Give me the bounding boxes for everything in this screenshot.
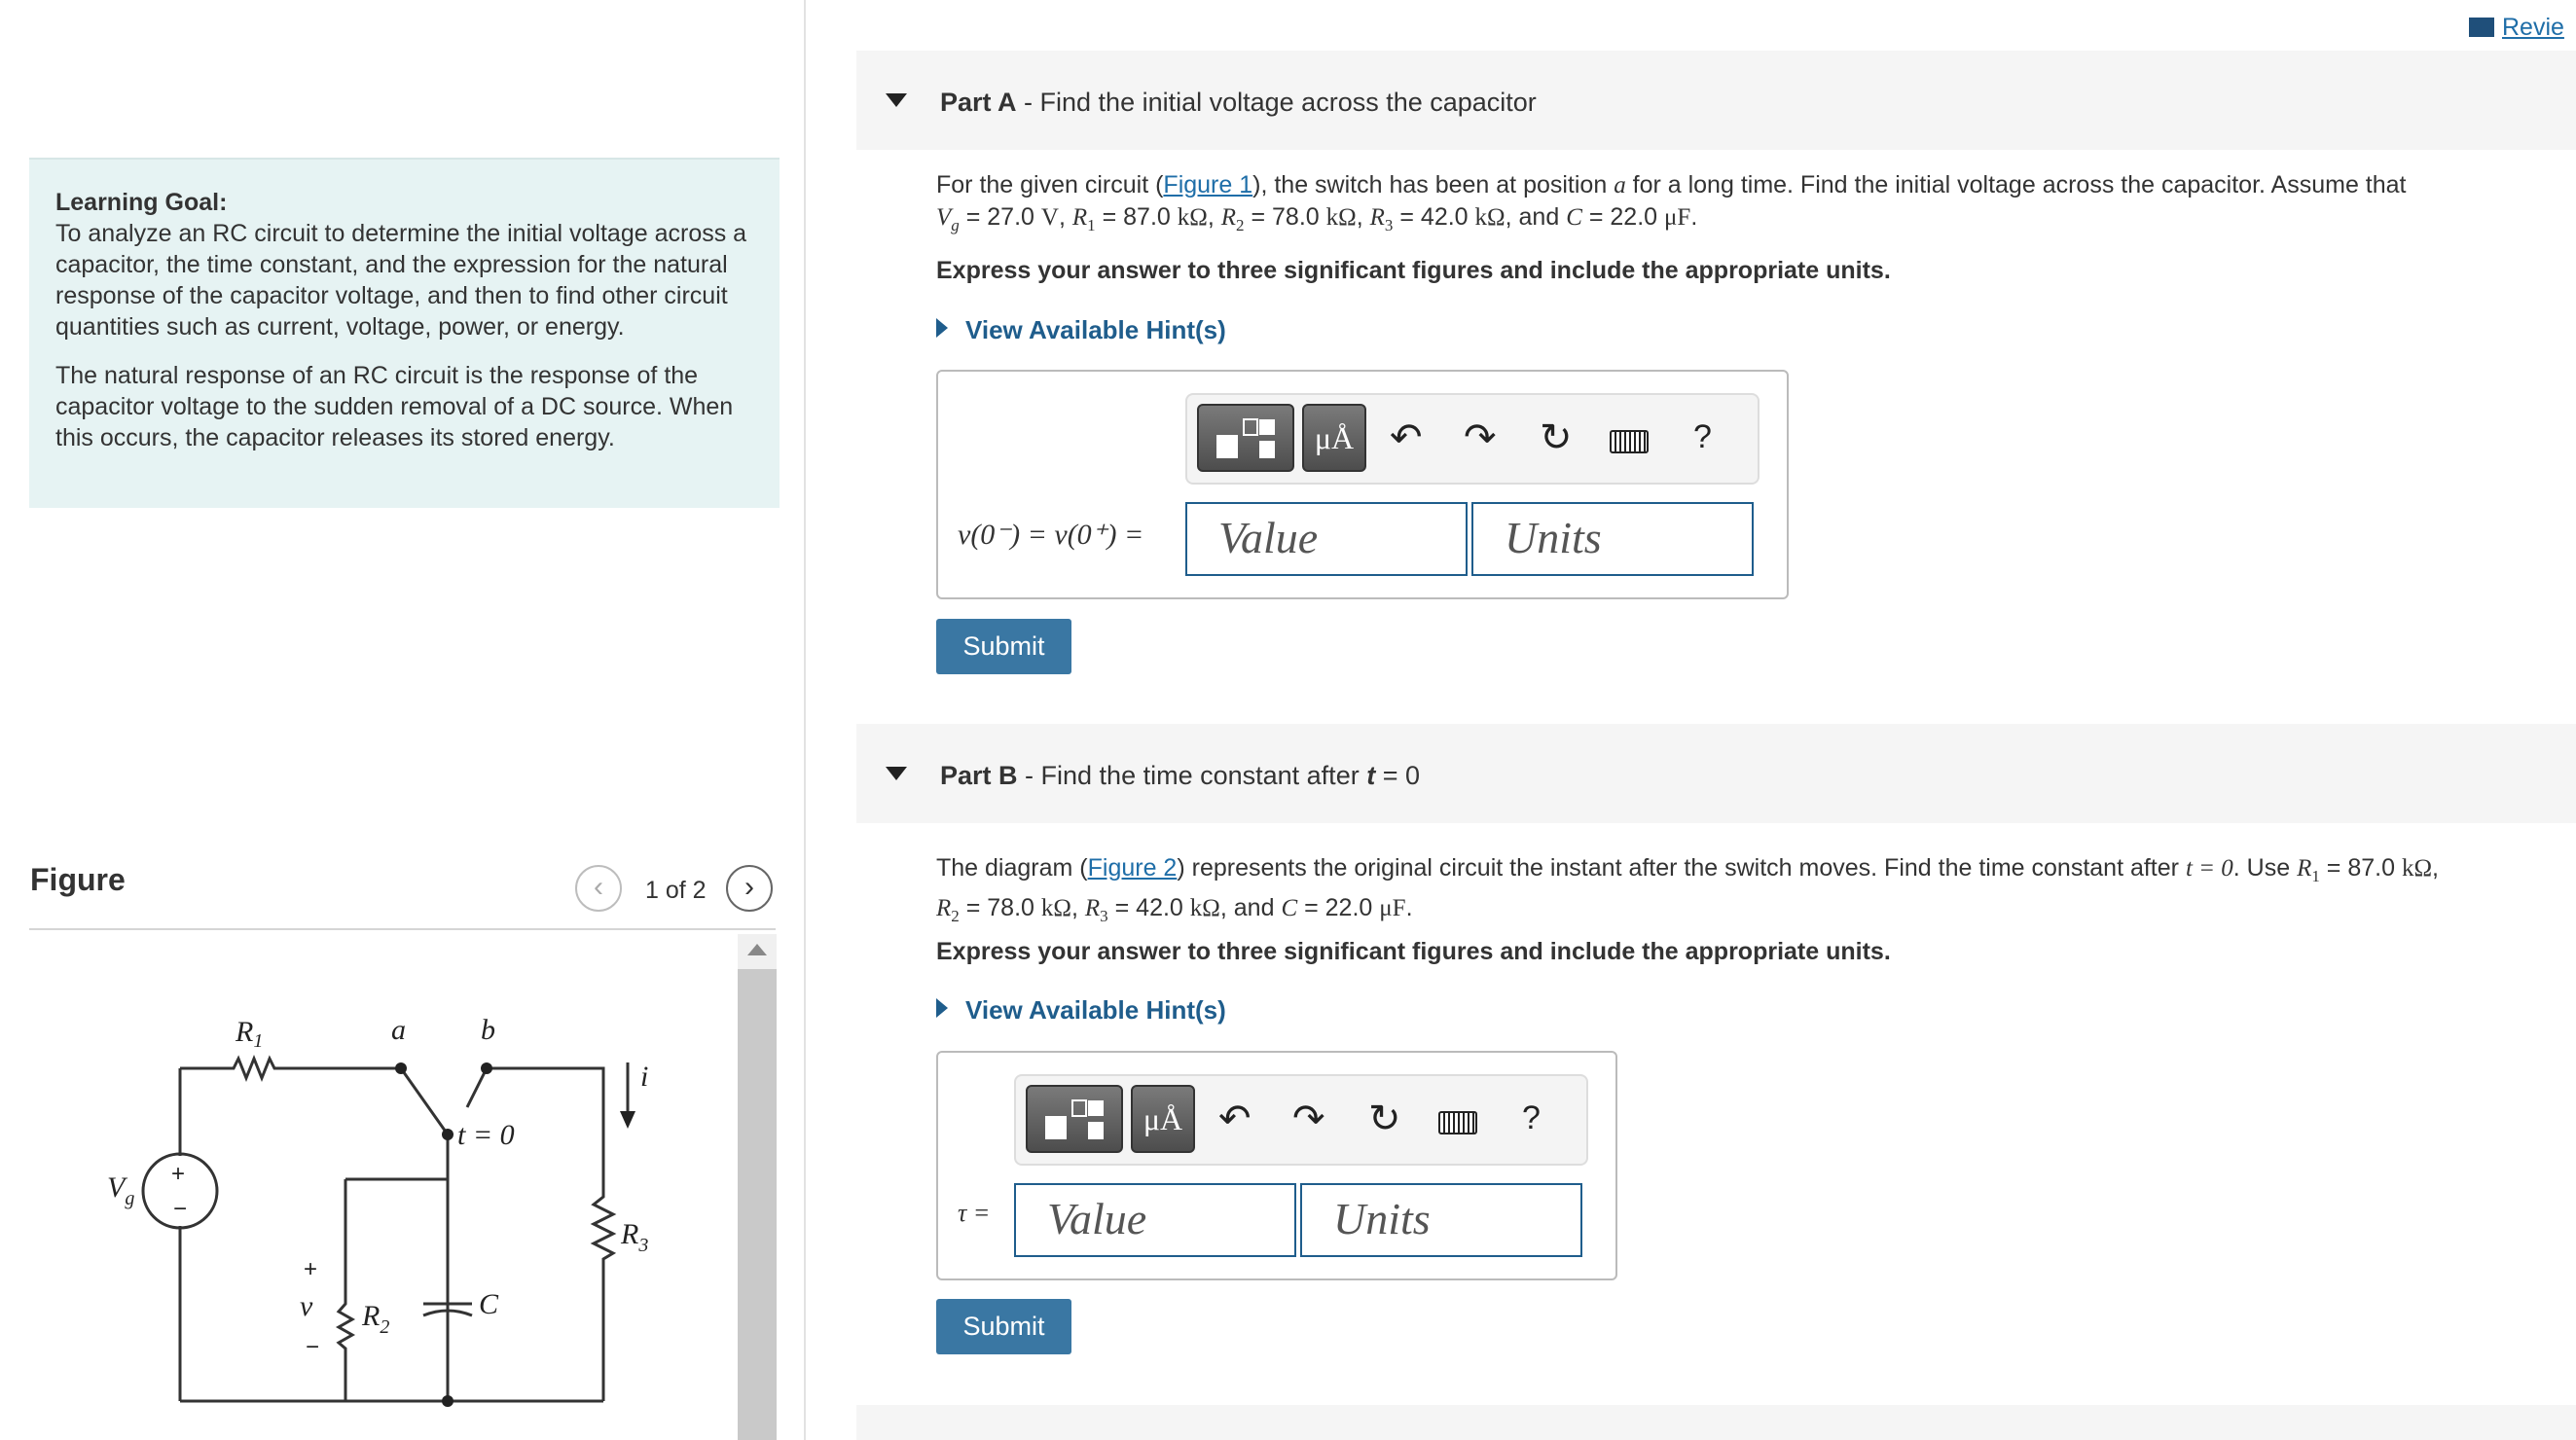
part-a-toolbar	[1185, 393, 1760, 485]
figure-scrollbar[interactable]	[738, 934, 777, 1440]
svg-text:R3	[620, 1218, 648, 1256]
part-a-equation-label: v(0⁻) = v(0⁺) =	[958, 519, 1144, 551]
part-a-instruction: Express your answer to three significant figures and include the appropriate units.	[936, 257, 1891, 284]
left-panel	[0, 0, 806, 1440]
label-r2: R	[362, 1300, 381, 1332]
help-button[interactable]: ?	[1522, 1099, 1541, 1136]
part-a-units-input[interactable]: Units	[1471, 502, 1754, 576]
source-minus: −	[173, 1196, 188, 1222]
part-b-value-input[interactable]: Value	[1014, 1183, 1296, 1257]
label-v: v	[300, 1290, 313, 1322]
label-c: C	[479, 1288, 499, 1320]
part-b-header[interactable]	[856, 724, 2576, 823]
part-b-hint-toggle[interactable]: View Available Hint(s)	[936, 995, 1226, 1026]
figure-prev-button[interactable]	[575, 865, 622, 912]
redo-icon[interactable]: ↷	[1292, 1098, 1325, 1140]
svg-text:Vg	[107, 1171, 134, 1209]
undo-icon[interactable]: ↶	[1218, 1098, 1252, 1140]
units-symbol-button[interactable]: μÅ	[1131, 1085, 1195, 1153]
review-link[interactable]	[2469, 14, 2564, 42]
part-a-answer-box	[936, 370, 1789, 599]
part-b-submit-button[interactable]: Submit	[936, 1299, 1071, 1354]
label-r1-sub: 1	[253, 1030, 264, 1052]
part-a-problem: For the given circuit (Figure 1), the switch has been at position a for a long time. Find the initial voltage across the capacitor. Assume that $V_g = 27.0$ V, $R_1 = 87.0$ kΩ, $R_2 = 78.0$ kΩ, $R_3 = 42.0$ kΩ, and C = 22.0 μF.	[936, 171, 2407, 234]
part-b-equation-label: τ =	[958, 1199, 991, 1227]
label-r3: R	[621, 1218, 639, 1250]
caret-down-icon	[886, 767, 907, 780]
part-a-hint-toggle[interactable]: View Available Hint(s)	[936, 315, 1226, 345]
reset-icon[interactable]: ↻	[1368, 1098, 1401, 1140]
label-i: i	[640, 1061, 649, 1093]
keyboard-icon[interactable]	[1610, 430, 1649, 453]
panel-divider[interactable]	[804, 0, 806, 1440]
part-b-units-input[interactable]: Units	[1300, 1183, 1582, 1257]
label-r3-sub: 3	[638, 1235, 649, 1256]
figure-page-indicator: 1 of 2	[645, 877, 707, 904]
template-icon	[1043, 1098, 1107, 1141]
chevron-right-icon: ›	[744, 871, 754, 903]
figure-2-link[interactable]: Figure 2	[1087, 854, 1178, 882]
reset-icon[interactable]: ↻	[1540, 416, 1573, 459]
part-b-problem: The diagram (Figure 2) represents the original circuit the instant after the switch moves. Find the time constant after t = 0. Use $R_1 = 87.0$ kΩ, $R_2 = 78.0$ kΩ, $R_3 = 42.0$ kΩ, and C = 22.0 μF.	[936, 854, 2439, 925]
source-plus: +	[171, 1161, 186, 1187]
undo-icon[interactable]: ↶	[1390, 416, 1423, 459]
label-a: a	[391, 1014, 406, 1046]
redo-icon[interactable]: ↷	[1464, 416, 1497, 459]
part-a-submit-button[interactable]: Submit	[936, 619, 1071, 674]
label-t0: t = 0	[457, 1119, 515, 1151]
figure-1-link[interactable]: Figure 1	[1163, 171, 1253, 198]
units-symbol-button[interactable]: μÅ	[1302, 404, 1366, 472]
part-b-instruction: Express your answer to three significant figures and include the appropriate units.	[936, 938, 1891, 965]
figure-divider	[29, 928, 776, 930]
caret-right-icon	[936, 998, 948, 1018]
circuit-diagram	[88, 983, 710, 1440]
learning-goal-text: To analyze an RC circuit to determine the initial voltage across a capacitor, the time constant, and the expression for the natural response of the capacitor voltage, and then to find other circuit quantities such as current, voltage, power, or energy.	[55, 220, 747, 341]
review-link-label[interactable]: Revie	[2502, 14, 2564, 41]
label-b: b	[481, 1014, 495, 1046]
part-b-answer-box	[936, 1051, 1617, 1280]
v-minus: −	[306, 1334, 320, 1360]
label-r1: R	[236, 1016, 254, 1048]
template-icon	[1215, 417, 1279, 460]
figure-label: Figure	[30, 862, 126, 897]
help-button[interactable]: ?	[1693, 418, 1712, 455]
learning-goal-box	[29, 158, 780, 508]
part-b-title: Part B - Find the time constant after t = 0	[940, 761, 1420, 790]
learning-goal-title: Learning Goal:	[55, 189, 228, 216]
part-a-header[interactable]	[856, 51, 2576, 150]
scroll-up-arrow-icon[interactable]	[738, 934, 777, 969]
template-button[interactable]	[1197, 404, 1294, 472]
keyboard-icon[interactable]	[1438, 1111, 1477, 1134]
caret-down-icon	[886, 93, 907, 107]
label-vg: V	[107, 1171, 126, 1204]
part-c-header[interactable]	[856, 1405, 2576, 1440]
book-icon	[2469, 18, 2494, 37]
caret-right-icon	[936, 318, 948, 338]
part-a-title: Part A - Find the initial voltage across the capacitor	[940, 88, 1537, 117]
svg-text:R2	[361, 1300, 389, 1338]
chevron-left-icon: ‹	[594, 871, 603, 903]
label-vg-sub: g	[125, 1188, 135, 1209]
part-a-value-input[interactable]: Value	[1185, 502, 1468, 576]
part-b-toolbar	[1014, 1074, 1588, 1166]
v-plus: +	[304, 1256, 318, 1282]
svg-text:R1	[235, 1016, 263, 1052]
learning-goal-text-2: The natural response of an RC circuit is the response of the capacitor voltage to the sudden removal of a DC source. When this occurs, the capacitor releases its stored energy.	[55, 362, 734, 451]
label-r2-sub: 2	[380, 1316, 390, 1338]
template-button[interactable]	[1026, 1085, 1123, 1153]
figure-next-button[interactable]	[726, 865, 773, 912]
